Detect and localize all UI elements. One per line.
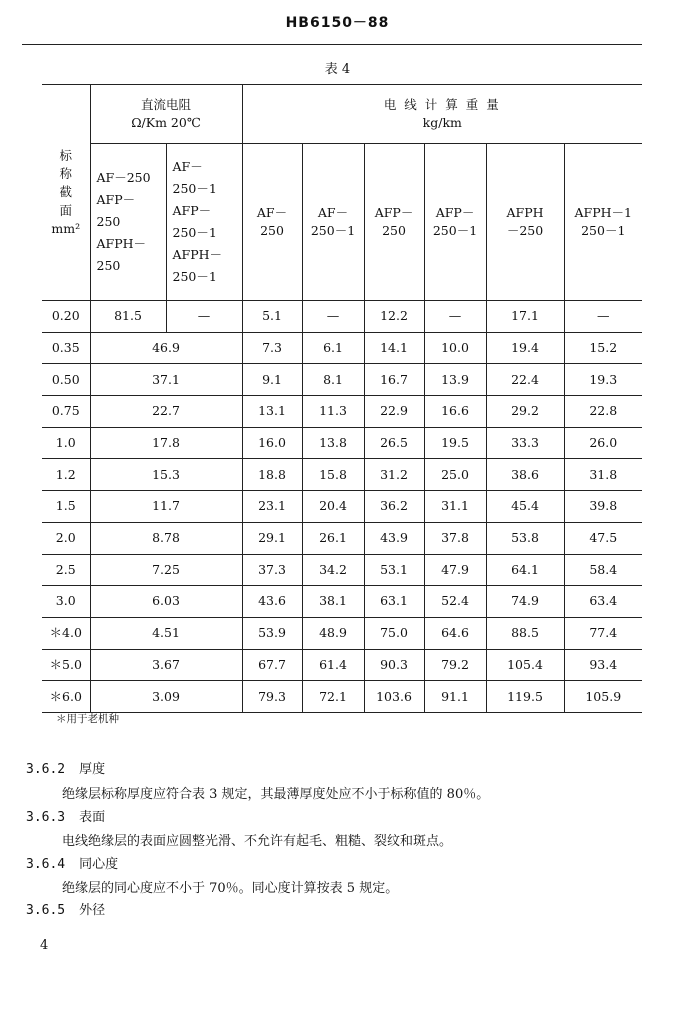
weight-cell: 31.8	[564, 459, 642, 491]
weight-cell: 17.1	[486, 301, 564, 333]
table-row	[42, 396, 642, 428]
weight-cell: 29.1	[242, 522, 302, 554]
table-row	[42, 681, 642, 713]
section-heading: 3.6.3 表面	[26, 810, 106, 825]
weight-cell: 11.3	[302, 396, 364, 428]
resistance-cell: 11.7	[90, 491, 242, 523]
weight-cell: 9.1	[242, 364, 302, 396]
weight-col-header: AFP－ 250－1	[424, 144, 486, 301]
weight-cell: 63.1	[364, 586, 424, 618]
section-text: 绝缘层的同心度应不小于 70％。同心度计算按表 5 规定。	[62, 881, 399, 896]
weight-cell: 72.1	[302, 681, 364, 713]
size-cell: 1.5	[42, 491, 90, 523]
resistance-cell: 3.09	[90, 681, 242, 713]
resistance-cell: 17.8	[90, 427, 242, 459]
weight-cell: 88.5	[486, 617, 564, 649]
size-cell: ＊6.0	[42, 681, 90, 713]
table-row	[42, 586, 642, 618]
weight-cell: 13.1	[242, 396, 302, 428]
weight-cell: 19.4	[486, 332, 564, 364]
weight-cell: 58.4	[564, 554, 642, 586]
weight-cell: 47.9	[424, 554, 486, 586]
weight-cell: —	[424, 301, 486, 333]
weight-cell: 63.4	[564, 586, 642, 618]
weight-cell: 33.3	[486, 427, 564, 459]
table-row	[42, 364, 642, 396]
table-row	[42, 459, 642, 491]
weight-cell: 43.6	[242, 586, 302, 618]
weight-cell: 10.0	[424, 332, 486, 364]
weight-cell: 22.9	[364, 396, 424, 428]
weight-cell: 26.1	[302, 522, 364, 554]
table-title: 表 4	[324, 62, 351, 77]
resistance-cell: 3.67	[90, 649, 242, 681]
weight-cell: 77.4	[564, 617, 642, 649]
weight-cell: 74.9	[486, 586, 564, 618]
weight-cell: 38.6	[486, 459, 564, 491]
weight-cell: 20.4	[302, 491, 364, 523]
size-cell: 2.5	[42, 554, 90, 586]
size-cell: 0.35	[42, 332, 90, 364]
weight-cell: 53.9	[242, 617, 302, 649]
resistance-cell: 15.3	[90, 459, 242, 491]
weight-col-header: AFPH－1 250－1	[564, 144, 642, 301]
weight-cell: 22.4	[486, 364, 564, 396]
table-footnote: ＊用于老机种	[56, 713, 119, 725]
weight-cell: 90.3	[364, 649, 424, 681]
weight-cell: 18.8	[242, 459, 302, 491]
weight-cell: 22.8	[564, 396, 642, 428]
table-row	[42, 301, 642, 333]
weight-cell: 52.4	[424, 586, 486, 618]
weight-cell: 26.5	[364, 427, 424, 459]
weight-cell: 47.5	[564, 522, 642, 554]
size-cell: 0.50	[42, 364, 90, 396]
weight-cell: 29.2	[486, 396, 564, 428]
resistance-cell: —	[166, 301, 242, 333]
resistance-cell: 8.78	[90, 522, 242, 554]
size-cell: 3.0	[42, 586, 90, 618]
header-rule	[22, 44, 642, 45]
weight-cell: 45.4	[486, 491, 564, 523]
section-heading: 3.6.2 厚度	[26, 762, 106, 777]
document-code: HB6150－88	[285, 15, 390, 31]
weight-col-header: AFP－ 250	[364, 144, 424, 301]
weight-cell: 53.8	[486, 522, 564, 554]
table-row	[42, 427, 642, 459]
weight-cell: 12.2	[364, 301, 424, 333]
weight-cell: 43.9	[364, 522, 424, 554]
weight-cell: 16.0	[242, 427, 302, 459]
weight-cell: 37.3	[242, 554, 302, 586]
weight-cell: 53.1	[364, 554, 424, 586]
weight-group-header: 电 线 计 算 重 量 kg/km	[242, 85, 642, 144]
weight-cell: 36.2	[364, 491, 424, 523]
weight-cell: 91.1	[424, 681, 486, 713]
weight-cell: 119.5	[486, 681, 564, 713]
weight-cell: 48.9	[302, 617, 364, 649]
resistance-cell: 22.7	[90, 396, 242, 428]
weight-cell: 15.2	[564, 332, 642, 364]
weight-cell: 79.2	[424, 649, 486, 681]
weight-cell: 13.9	[424, 364, 486, 396]
resistance-cell: 37.1	[90, 364, 242, 396]
weight-cell: 15.8	[302, 459, 364, 491]
weight-cell: 93.4	[564, 649, 642, 681]
resistance-group-header: 直流电阻 Ω/Km 20℃	[90, 85, 242, 144]
resistance-cell: 81.5	[90, 301, 166, 333]
weight-cell: 14.1	[364, 332, 424, 364]
weight-cell: 31.2	[364, 459, 424, 491]
resistance-cell: 6.03	[90, 586, 242, 618]
weight-cell: 37.8	[424, 522, 486, 554]
size-cell: 0.75	[42, 396, 90, 428]
weight-cell: 39.8	[564, 491, 642, 523]
weight-cell: 75.0	[364, 617, 424, 649]
weight-cell: 103.6	[364, 681, 424, 713]
table-row	[42, 491, 642, 523]
weight-cell: 79.3	[242, 681, 302, 713]
weight-cell: 19.5	[424, 427, 486, 459]
weight-cell: 16.7	[364, 364, 424, 396]
data-table	[42, 84, 642, 713]
weight-cell: 6.1	[302, 332, 364, 364]
weight-cell: 61.4	[302, 649, 364, 681]
size-cell: ＊4.0	[42, 617, 90, 649]
weight-cell: 64.6	[424, 617, 486, 649]
weight-cell: 25.0	[424, 459, 486, 491]
weight-col-header: AFPH －250	[486, 144, 564, 301]
weight-cell: 105.9	[564, 681, 642, 713]
resistance-sub-header-1: AF－250 AFP－ 250 AFPH－ 250	[90, 144, 166, 301]
resistance-cell: 46.9	[90, 332, 242, 364]
size-cell: 0.20	[42, 301, 90, 333]
weight-cell: 38.1	[302, 586, 364, 618]
weight-cell: 13.8	[302, 427, 364, 459]
weight-cell: 7.3	[242, 332, 302, 364]
weight-cell: —	[564, 301, 642, 333]
size-cell: ＊5.0	[42, 649, 90, 681]
size-cell: 2.0	[42, 522, 90, 554]
table-row	[42, 554, 642, 586]
weight-cell: 19.3	[564, 364, 642, 396]
resistance-cell: 4.51	[90, 617, 242, 649]
weight-cell: 26.0	[564, 427, 642, 459]
size-cell: 1.2	[42, 459, 90, 491]
section-heading: 3.6.5 外径	[26, 903, 106, 918]
weight-cell: —	[302, 301, 364, 333]
section-heading: 3.6.4 同心度	[26, 857, 119, 872]
weight-cell: 105.4	[486, 649, 564, 681]
weight-cell: 23.1	[242, 491, 302, 523]
weight-cell: 16.6	[424, 396, 486, 428]
weight-cell: 5.1	[242, 301, 302, 333]
section-text: 电线绝缘层的表面应圆整光滑、不允许有起毛、粗糙、裂纹和斑点。	[62, 834, 453, 849]
table-row	[42, 649, 642, 681]
resistance-sub-header-2: AF－ 250－1 AFP－ 250－1 AFPH－ 250－1	[166, 144, 242, 301]
weight-cell: 31.1	[424, 491, 486, 523]
weight-col-header: AF－ 250－1	[302, 144, 364, 301]
weight-cell: 67.7	[242, 649, 302, 681]
weight-col-header: AF－ 250	[242, 144, 302, 301]
resistance-cell: 7.25	[90, 554, 242, 586]
section-text: 绝缘层标称厚度应符合表 3 规定，其最薄厚度处应不小于标称值的 80％。	[62, 787, 490, 802]
table-row	[42, 617, 642, 649]
page-number: 4	[40, 938, 49, 953]
weight-cell: 64.1	[486, 554, 564, 586]
table-row	[42, 522, 642, 554]
size-cell: 1.0	[42, 427, 90, 459]
weight-cell: 34.2	[302, 554, 364, 586]
table-row	[42, 332, 642, 364]
weight-cell: 8.1	[302, 364, 364, 396]
size-column-header: 标 称 截 面 mm²	[42, 85, 90, 301]
